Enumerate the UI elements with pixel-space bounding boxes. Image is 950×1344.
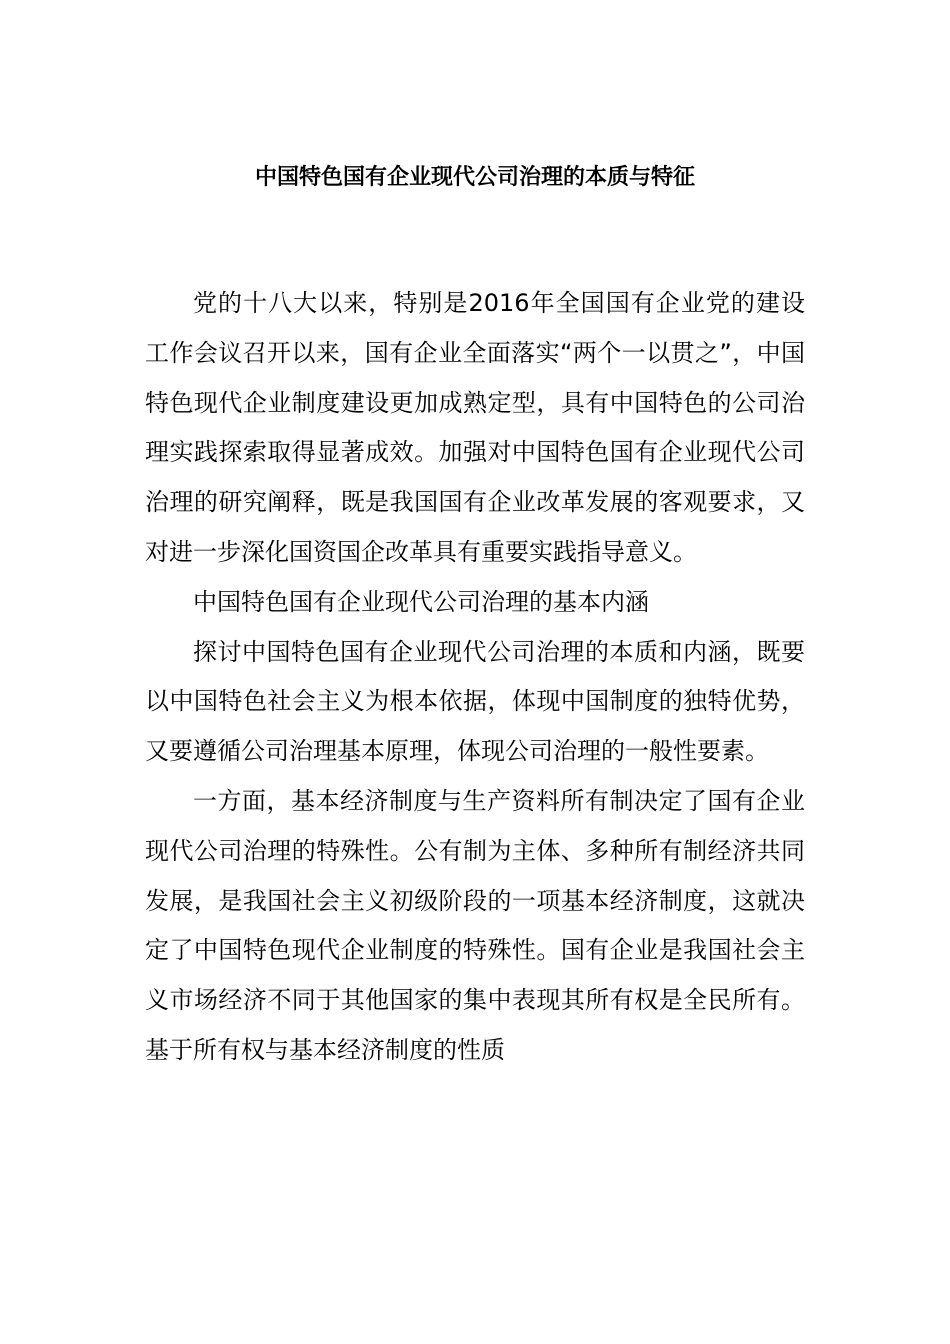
document-body	[145, 279, 805, 1076]
paragraph-intro: 党的十八大以来，特别是2016年全国国有企业党的建设工作会议召开以来，国有企业全面落实“两个一以贯之”，中国特色现代企业制度建设更加成熟定型，具有中国特色的公司治理实践探索取得显著成效。加强对中国特色国有企业现代公司治理的研究阐释，既是我国国有企业改革发展的客观要求，又对进一步深化国资国企改革具有重要实践指导意义。	[145, 289, 805, 566]
paragraph-essence: 探讨中国特色国有企业现代公司治理的本质和内涵，既要以中国特色社会主义为根本依据，体现中国制度的独特优势，又要遵循公司治理基本原理，体现公司治理的一般性要素。	[145, 637, 805, 766]
document-title: 中国特色国有企业现代公司治理的本质与特征	[254, 165, 695, 190]
paragraph-one-hand: 一方面，基本经济制度与生产资料所有制决定了国有企业现代公司治理的特殊性。公有制为主体、多种所有制经济共同发展，是我国社会主义初级阶段的一项基本经济制度，这就决定了中国特色现代企业制度的特殊性。国有企业是我国社会主义市场经济不同于其他国家的集中表现其所有权是全民所有。基于所有权与基本经济制度的性质	[145, 786, 805, 1064]
section-heading-basic-connotation: 中国特色国有企业现代公司治理的基本内涵	[193, 587, 649, 616]
